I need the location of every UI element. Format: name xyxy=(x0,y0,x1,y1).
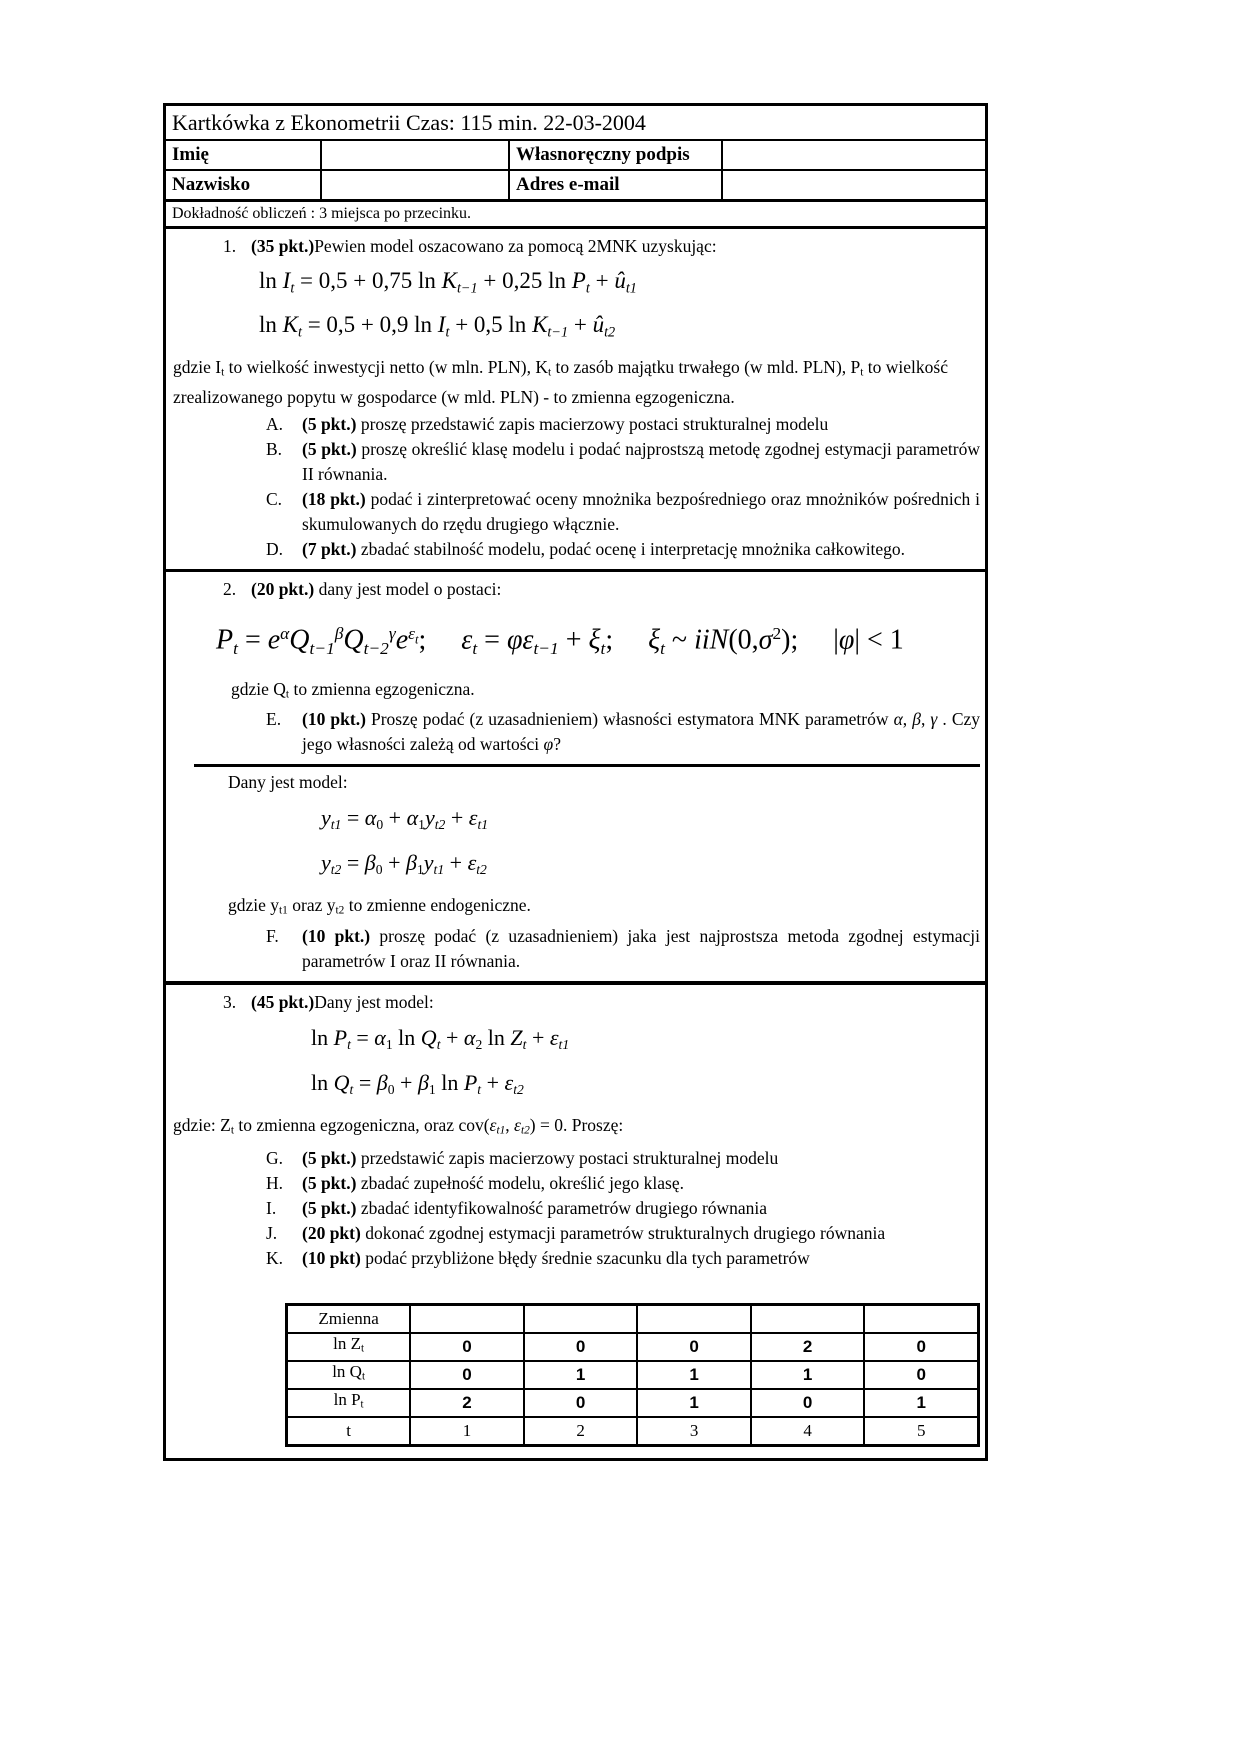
table-row-t xyxy=(287,1417,979,1446)
equation-q3-1: $\ln P_t = \alpha_1$ $\ln Q_t + \alpha_2$ $\ln Z_t + \varepsilon_{t1}$ xyxy=(311,1024,570,1053)
row-label: $\ln Z_t$ xyxy=(287,1333,411,1361)
table-row-lnZ xyxy=(287,1333,979,1361)
table-row-lnQ xyxy=(287,1361,979,1389)
where-clause-q2: gdzie $Q_t$ to zmienna egzogeniczna. xyxy=(231,678,475,701)
task-item-h xyxy=(266,1171,980,1196)
exam-title: Kartkówka z Ekonometrii Czas: 115 min. 22-03-2004 xyxy=(166,106,985,141)
task-letter: F. xyxy=(266,925,279,946)
data-cell: 0 xyxy=(524,1333,638,1361)
field-label-imie: Imię xyxy=(166,141,322,169)
task-text: (10 pkt) podać przybliżone błędy średnie szacunku dla tych parametrów xyxy=(302,1247,810,1268)
equation-q1-1: $\ln I_t = 0,5 + 0,75$ $\ln K_{t-1} + 0,25$ $\ln P_t$ + $û_{t1}$ xyxy=(259,268,637,297)
data-cell: 1 xyxy=(864,1389,978,1417)
task-item-f xyxy=(266,924,980,974)
equation-q2-y2: $y_{t2} = \beta_0 + \beta_1y_{t1} + \varepsilon_{t2}$ xyxy=(321,850,487,878)
question-number: 1. xyxy=(223,236,237,256)
task-letter: A. xyxy=(266,414,284,435)
model-caption: Dany jest model: xyxy=(228,772,348,793)
task-item-k xyxy=(266,1246,980,1271)
question-3 xyxy=(166,985,985,1458)
task-text: (5 pkt.) zbadać zupełność modelu, określić jego klasę. xyxy=(302,1172,684,1193)
data-cell: 2 xyxy=(751,1333,865,1361)
data-cell: 0 xyxy=(410,1361,524,1389)
question-points: (45 pkt.) xyxy=(251,991,315,1012)
data-cell: 1 xyxy=(637,1389,751,1417)
task-list-q1 xyxy=(266,412,980,562)
row-label: $\ln P_t$ xyxy=(287,1389,411,1417)
task-text: (10 pkt.) proszę podać (z uzasadnieniem) jaka jest najprostsza metoda zgodnej estymacji parametrów I oraz II równania. xyxy=(302,925,980,971)
question-2-head xyxy=(171,577,980,602)
data-cell: 0 xyxy=(410,1333,524,1361)
equation-q3-2: $\ln Q_t = \beta_0 + \beta_1$ $\ln P_t + \varepsilon_{t2}$ xyxy=(311,1070,524,1098)
field-value-podpis xyxy=(723,141,985,169)
data-cell: 0 xyxy=(864,1333,978,1361)
task-letter: B. xyxy=(266,439,283,460)
where-clause-q2-y: gdzie $y_{t1}$ oraz $y_{t2}$ to zmienne endogeniczne. xyxy=(228,895,531,917)
task-text: (20 pkt) dokonać zgodnej estymacji parametrów strukturalnych drugiego równania xyxy=(302,1222,886,1243)
task-letter: E. xyxy=(266,709,282,730)
data-cell: 0 xyxy=(637,1333,751,1361)
equation-q1-2: $\ln K_t = 0,5 + 0,9$ $\ln I_t + 0,5$ $\ln K_{t-1}$ + $û_{t2}$ xyxy=(259,312,616,341)
task-text: (5 pkt.) przedstawić zapis macierzowy postaci strukturalnej modelu xyxy=(302,1147,779,1168)
field-value-imie xyxy=(322,141,510,169)
data-cell: 3 xyxy=(637,1417,751,1446)
field-value-nazwisko xyxy=(322,171,510,199)
task-item-i xyxy=(266,1196,980,1221)
data-table xyxy=(285,1303,980,1447)
question-points: (20 pkt.) xyxy=(251,579,315,600)
data-cell: 2 xyxy=(524,1417,638,1446)
task-item-a xyxy=(266,412,980,437)
question-intro: Pewien model oszacowano za pomocą 2MNK uzyskując: xyxy=(314,236,717,256)
task-text: (10 pkt.) Proszę podać (z uzasadnieniem) własności estymatora MNK parametrów α, β, γ . Czy jego własności zależą od wartości φ? xyxy=(302,709,981,755)
data-cell: 5 xyxy=(864,1417,978,1446)
table-header-cell: Zmienna xyxy=(287,1304,411,1333)
task-item-b xyxy=(266,437,980,487)
data-cell: 1 xyxy=(524,1361,638,1389)
question-3-head xyxy=(171,990,980,1015)
task-text: (5 pkt.) zbadać identyfikowalność parametrów drugiego równania xyxy=(302,1197,768,1218)
question-2 xyxy=(166,572,985,985)
equation-q2-model: $P_t = e^\alpha Q_{t-1}^\beta Q_{t-2}^\gamma e^\varepsilon t$; $\varepsilon_t = \varphi\varepsilon_{t-1} + \xi_t$; $\xi_t$ ~ $iiN(0,\sigma^2)$; |φ| < 1 xyxy=(216,624,904,658)
task-item-j xyxy=(266,1221,980,1246)
question-intro: dany jest model o postaci: xyxy=(314,579,502,600)
task-list-q2 xyxy=(266,707,980,757)
data-cell: 1 xyxy=(410,1417,524,1446)
where-clause-q1: gdzie $I_t$ to wielkość inwestycji netto (w mln. PLN), $K_t$ to zasób majątku trwałego (w mld. PLN), $P_t$ to wielkość zrealizowanego popytu w gospodarce (w mld. PLN) - to zmienna egzogeniczna. xyxy=(173,356,948,408)
task-letter: I. xyxy=(266,1197,277,1218)
equation-q2-y1: $y_{t1} = \alpha_0 + \alpha_1y_{t2} + \varepsilon_{t1}$ xyxy=(321,805,489,833)
question-number: 2. xyxy=(223,579,237,600)
task-item-c xyxy=(266,487,980,537)
table-row-lnP xyxy=(287,1389,979,1417)
exam-document xyxy=(163,103,988,1461)
header-row-1 xyxy=(166,141,985,171)
question-points: (35 pkt.) xyxy=(251,236,315,256)
task-list-q3 xyxy=(266,1146,980,1271)
field-label-podpis: Własnoręczny podpis xyxy=(510,141,723,169)
precision-note: Dokładność obliczeń : 3 miejsca po przecinku. xyxy=(166,202,985,229)
row-label: t xyxy=(287,1417,411,1446)
field-label-email: Adres e-mail xyxy=(510,171,723,199)
task-letter: H. xyxy=(266,1172,284,1193)
task-item-d xyxy=(266,537,980,562)
task-text: (5 pkt.) proszę przedstawić zapis macierzowy postaci strukturalnej modelu xyxy=(302,414,829,435)
field-label-nazwisko: Nazwisko xyxy=(166,171,322,199)
task-text: (5 pkt.) proszę określić klasę modelu i podać najprostszą metodę zgodnej estymacji parametrów II równania. xyxy=(302,439,980,485)
task-letter: J. xyxy=(266,1222,278,1243)
where-clause-q3: gdzie: $Z_t$ to zmienna egzogeniczna, oraz $cov(\varepsilon_{t1}$, $\varepsilon_{t2}) = 0$. Proszę: xyxy=(173,1115,624,1137)
task-item-e xyxy=(266,707,980,757)
field-value-email xyxy=(723,171,985,199)
task-letter: C. xyxy=(266,489,283,510)
task-list-q2b xyxy=(266,924,980,974)
task-letter: G. xyxy=(266,1147,284,1168)
task-text: (7 pkt.) zbadać stabilność modelu, podać ocenę i interpretację mnożnika całkowitego. xyxy=(302,539,906,560)
data-cell: 1 xyxy=(751,1361,865,1389)
data-cell: 0 xyxy=(864,1361,978,1389)
data-cell: 0 xyxy=(524,1389,638,1417)
task-letter: D. xyxy=(266,539,284,560)
question-intro: Dany jest model: xyxy=(314,991,434,1012)
question-1 xyxy=(166,229,985,572)
data-cell: 2 xyxy=(410,1389,524,1417)
question-number: 3. xyxy=(223,991,237,1012)
task-text: (18 pkt.) podać i zinterpretować oceny mnożnika bezpośredniego oraz mnożników pośrednich i skumulowanych do rzędu drugiego włącznie. xyxy=(302,489,980,535)
question-1-head xyxy=(171,234,980,259)
row-label: $\ln Q_t$ xyxy=(287,1361,411,1389)
data-cell: 0 xyxy=(751,1389,865,1417)
header-row-2 xyxy=(166,171,985,202)
data-cell: 1 xyxy=(637,1361,751,1389)
data-cell: 4 xyxy=(751,1417,865,1446)
task-letter: K. xyxy=(266,1247,284,1268)
task-item-g xyxy=(266,1146,980,1171)
table-header-row xyxy=(287,1304,979,1333)
